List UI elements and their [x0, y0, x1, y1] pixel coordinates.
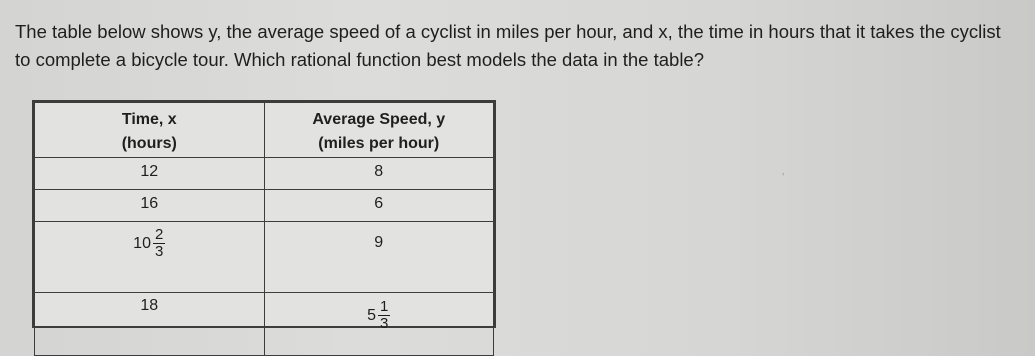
data-table [32, 100, 496, 332]
fraction [378, 299, 390, 332]
time-cell: 16 [35, 190, 265, 222]
fraction-denominator: 3 [380, 315, 389, 332]
header-time-label: Time, x [121, 110, 177, 128]
table-row [35, 190, 494, 222]
speed-cell: 6 [264, 190, 494, 222]
header-speed-label: Average Speed, y [312, 110, 446, 128]
fraction-denominator: 3 [154, 243, 164, 260]
fraction-numerator: 2 [154, 226, 164, 243]
header-speed-unit: (miles per hour) [318, 134, 440, 152]
header-time [35, 103, 265, 158]
mixed-whole: 5 [367, 306, 377, 324]
mixed-number [367, 299, 390, 332]
speed-cell: 9 [264, 222, 494, 293]
speed-cell: 8 [264, 158, 494, 190]
time-cell [35, 222, 265, 293]
table-row [35, 158, 494, 190]
table-row [35, 222, 494, 293]
time-cell: 18 [35, 293, 265, 356]
question-text: The table below shows y, the average speed of a cyclist in miles per hour, and x, the time in hours that it takes the cyclist to complete a bicycle tour. Which rational function best models the data in the table? [15, 21, 1001, 70]
table-header-row [35, 103, 494, 158]
speed-cell [264, 293, 494, 356]
pencil-mark: ʼ [782, 172, 785, 184]
header-time-unit: (hours) [121, 134, 177, 152]
fraction-numerator: 1 [380, 298, 389, 315]
time-cell: 12 [35, 158, 265, 190]
table-row [35, 293, 494, 356]
fraction [153, 227, 165, 260]
mixed-number [133, 227, 165, 260]
header-speed [264, 103, 494, 158]
mixed-whole: 10 [133, 234, 151, 252]
